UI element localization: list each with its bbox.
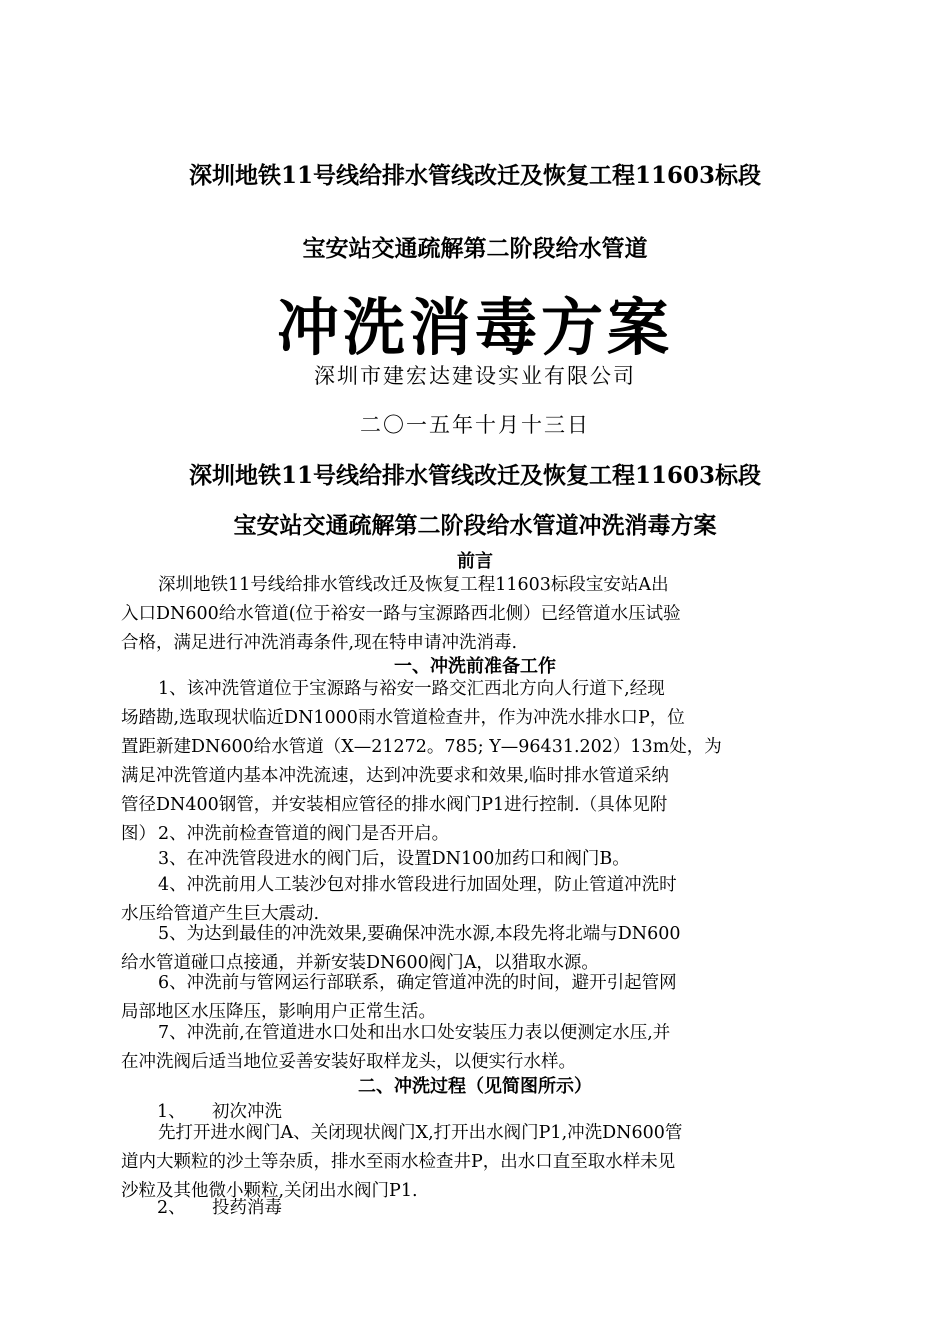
paragraph-line: 合格，满足进行冲洗消毒条件,现在特申请冲洗消毒.	[121, 633, 518, 653]
item-label: 投药消毒	[212, 1198, 282, 1218]
paragraph-line: 在冲洗阀后适当地位妥善安装好取样龙头，以便实行水样。	[121, 1052, 576, 1072]
paragraph-line: 给水管道碰口点接通，并新安装DN600阀门A，以猎取水源。	[121, 953, 599, 973]
paragraph-line: 3、在冲洗管段进水的阀门后，设置DN100加药口和阀门B。	[158, 849, 630, 869]
paragraph-line: 先打开进水阀门A、关闭现状阀门X,打开出水阀门P1,冲洗DN600管	[158, 1123, 683, 1143]
paragraph-line: 6、冲洗前与管网运行部联系，确定管道冲洗的时间，避开引起管网	[158, 973, 677, 993]
cover-subtitle: 宝安站交通疏解第二阶段给水管道	[302, 235, 648, 262]
paragraph-line: 场踏勘,选取现状临近DN1000雨水管道检查井，作为冲洗水排水口P，位	[121, 708, 685, 728]
cover-main-title: 冲洗消毒方案	[276, 291, 673, 364]
item-number: 2、	[157, 1198, 186, 1218]
item-number: 1、	[157, 1102, 186, 1122]
paragraph-line: 水压给管道产生巨大震动.	[121, 904, 320, 924]
paragraph-line: 1、该冲洗管道位于宝源路与裕安一路交汇西北方向人行道下,经现	[158, 679, 665, 699]
section2-item-1-paragraph	[121, 1119, 831, 1206]
doc-title: 宝安站交通疏解第二阶段给水管道冲洗消毒方案	[233, 512, 717, 539]
preface-heading: 前言	[457, 551, 493, 572]
doc-project-line: 深圳地铁11号线给排水管线改迁及恢复工程11603标段	[188, 462, 762, 489]
paragraph-line: 管径DN400钢管，并安装相应管径的排水阀门P1进行控制.（具体见附	[121, 795, 668, 815]
paragraph-line: 4、冲洗前用人工装沙包对排水管段进行加固处理，防止管道冲洗时	[158, 875, 677, 895]
section2-heading: 二、冲洗过程（见简图所示）	[358, 1076, 592, 1097]
cover-project-line: 深圳地铁11号线给排水管线改迁及恢复工程11603标段	[188, 162, 762, 189]
paragraph-line: 置距新建DN600给水管道（X—21272。785; Y—96431.202）13m处，为	[121, 737, 722, 757]
paragraph-line: 深圳地铁11号线给排水管线改迁及恢复工程11603标段宝安站A出	[158, 575, 669, 595]
item-label: 初次冲洗	[212, 1102, 282, 1122]
paragraph-line: 7、冲洗前,在管道进水口处和出水口处安装压力表以便测定水压,并	[158, 1023, 671, 1043]
paragraph-line: 图）	[121, 824, 156, 844]
paragraph-line: 满足冲洗管道内基本冲洗流速，达到冲洗要求和效果,临时排水管道采纳	[121, 766, 670, 786]
section1-paragraph-7	[121, 1019, 831, 1077]
preface-paragraph	[121, 571, 831, 658]
paragraph-line: 入口DN600给水管道(位于裕安一路与宝源路西北侧）已经管道水压试验	[121, 604, 681, 624]
section1-paragraph-3	[121, 845, 831, 874]
paragraph-line: 沙粒及其他微小颗粒,关闭出水阀门P1.	[121, 1181, 418, 1201]
paragraph-line: 道内大颗粒的沙土等杂质，排水至雨水检查井P，出水口直至取水样未见	[121, 1152, 676, 1172]
cover-company: 深圳市建宏达建设实业有限公司	[314, 364, 636, 388]
section2-item-2	[157, 1194, 282, 1219]
paragraph-line: 2、冲洗前检查管道的阀门是否开启。	[158, 824, 450, 844]
section1-heading: 一、冲洗前准备工作	[394, 656, 556, 677]
cover-date: 二〇一五年十月十三日	[360, 413, 590, 437]
paragraph-line: 5、为达到最佳的冲洗效果,要确保冲洗水源,本段先将北端与DN600	[158, 924, 681, 944]
paragraph-line: 局部地区水压降压，影响用户正常生活。	[121, 1002, 436, 1022]
